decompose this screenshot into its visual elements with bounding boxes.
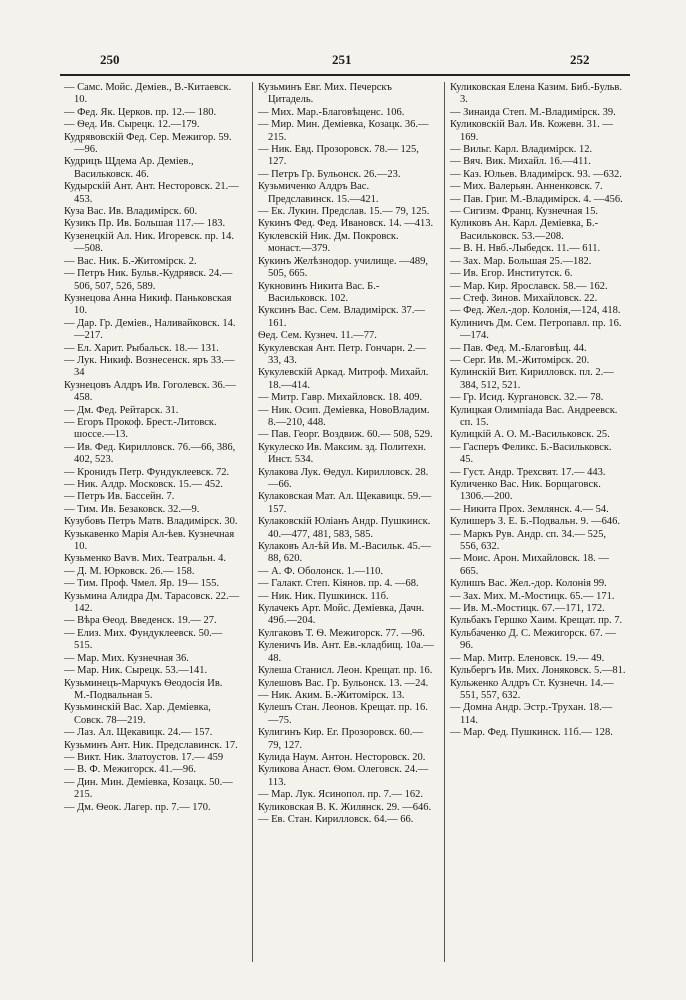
directory-entry: — Мир. Мин. Деміевка, Козацк. 36.—215. xyxy=(258,119,429,143)
directory-entry: — Гасперъ Феликс. Б.-Васильковск. 45. xyxy=(450,441,612,466)
directory-entry: — Ек. Лукин. Предслав. 15.— 79, 125. xyxy=(258,206,430,218)
directory-entry: Куликовская Елена Казим. Биб.-Бульв. 3. xyxy=(450,82,622,106)
directory-entry: — Ник. Евд. Прозоровск. 78.— 125, 127. xyxy=(258,144,419,168)
directory-entry: — Дар. Гр. Деміев., Наливайковск. 14.—217. xyxy=(64,317,236,342)
directory-entry: — Ив. Егор. Институтск. 6. xyxy=(450,268,573,280)
directory-entry: Кульженко Алдръ Ст. Кузнечн. 14.—551, 557, 632. xyxy=(450,677,614,701)
directory-entry: — Петръ Ник. Бульв.-Кудрявск. 24.—506, 507, 526, 589. xyxy=(64,268,233,292)
directory-entry: Кузьмина Алидра Дм. Тарасовск. 22.—142. xyxy=(64,590,240,615)
directory-entry: — Мар. Митр. Еленовск. 19.— 49. xyxy=(450,652,605,664)
directory-entry: Кузькавенко Марія Ал-ѣев. Кузнечная 10. xyxy=(64,528,235,553)
directory-entry: — Зинаида Степ. М.-Владимірск. 39. xyxy=(450,106,616,118)
directory-entry: Кулишъ Вас. Жел.-дор. Колонія 99. xyxy=(450,578,607,590)
directory-entry: — Ник. Осип. Деміевка, НовоВладим. 8.—210, 448. xyxy=(258,404,430,428)
directory-entry: Кулакова Лук. Ѳедул. Кирилловск. 28.—66. xyxy=(258,466,429,490)
directory-entry: — В. Н. Нвб.-Лыбедск. 11.— 611. xyxy=(450,243,601,255)
directory-entry: Кукинъ Желѣзнодор. училище. —489, 505, 665. xyxy=(258,255,429,280)
directory-entry: — Зах. Мих. М.-Мостицк. 65.— 171. xyxy=(450,590,615,602)
directory-entry: Кузьминецъ-Марчукъ Ѳеодосія Ив. М.-Подвальная 5. xyxy=(64,677,223,701)
directory-entry: — Петръ Ив. Бассейн. 7. xyxy=(64,491,175,503)
directory-entry: Куликовъ Ан. Карл. Деміевка, Б.-Васильковск. 53.—208. xyxy=(450,218,599,242)
directory-entry: — Кронидъ Петр. Фундуклеевск. 72. xyxy=(64,466,230,478)
directory-entry: Кулиничъ Дм. Сем. Петропавл. пр. 16.—174. xyxy=(450,317,622,342)
directory-entry: — Пав. Фед. М.-Благовѣщ. 44. xyxy=(450,342,587,354)
directory-entry: — Петръ Гр. Бульонск. 26.—23. xyxy=(258,168,401,180)
directory-entry: — Дин. Мин. Деміевка, Козацк. 50.—215. xyxy=(64,776,233,801)
directory-entry: — Зах. Мар. Большая 25.—182. xyxy=(450,255,592,267)
directory-entry: — Тим. Ив. Безаковск. 32.—9. xyxy=(64,503,200,515)
directory-entry: Кулешъ Стан. Леонов. Крещат. пр. 16.—75. xyxy=(258,702,428,726)
directory-entry: Кульбакъ Гершко Хаим. Крещат. пр. 7. xyxy=(450,615,623,627)
directory-entry: — Дм. Ѳеок. Лагер. пр. 7.— 170. xyxy=(64,801,211,813)
directory-entry: — Мих. Валерьян. Анненковск. 7. xyxy=(450,181,603,193)
directory-entry: — Мар. Мих. Кузнечная 36. xyxy=(64,652,189,664)
directory-entry: Кулгаковъ Т. Ѳ. Межигорск. 77. —96. xyxy=(258,627,425,639)
directory-entry: — Вѣра Ѳеод. Введенск. 19.— 27. xyxy=(64,615,217,627)
directory-entry: — Никита Прох. Землянск. 4.— 54. xyxy=(450,503,609,515)
directory-entry: — А. Ф. Оболонск. 1.—110. xyxy=(258,565,384,577)
directory-entry: — Галакт. Степ. Кіянов. пр. 4. —68. xyxy=(258,578,419,590)
directory-entry: — Пав. Георг. Воздвиж. 60.— 508, 529. xyxy=(258,429,433,441)
directory-entry: — Пав. Григ. М.-Владимірск. 4. —456. xyxy=(450,193,623,205)
directory-entry: — Викт. Ник. Златоустов. 17.— 459 xyxy=(64,751,224,763)
directory-entry: — Мар. Кир. Ярославск. 58.— 162. xyxy=(450,280,608,292)
directory-entry: Кузнецовъ Алдръ Ив. Гоголевск. 36.—458. xyxy=(64,379,236,404)
directory-entry: — Ник. Аким. Б.-Житомірск. 13. xyxy=(258,689,405,701)
directory-entry: — Вяч. Вик. Михайл. 16.—411. xyxy=(450,156,591,168)
directory-entry: — Егоръ Прокоф. Брест.-Литовск. шоссе.—13. xyxy=(64,416,217,441)
directory-entry: Кулачекъ Арт. Мойс. Деміевка, Дачн. 49б.—204. xyxy=(258,603,425,627)
column-divider-1 xyxy=(252,82,253,962)
directory-entry: Ѳед. Сем. Кузнеч. 11.—77. xyxy=(258,330,377,342)
directory-entry: Куксинъ Вас. Сем. Владимірск. 37.—161. xyxy=(258,305,425,329)
directory-entry: Кулигинъ Кир. Ег. Прозоровск. 60.—79, 127. xyxy=(258,727,423,751)
directory-entry: Кукулеско Ив. Максим. зд. Политехн. Инст. 534. xyxy=(258,441,426,466)
directory-entry: Кулаковская Мат. Ал. Щекавицк. 59.—157. xyxy=(258,491,432,515)
directory-entry: — Елиз. Мих. Фундуклеевск. 50.—515. xyxy=(64,627,223,652)
directory-entry: — Тим. Проф. Чмел. Яр. 19— 155. xyxy=(64,578,220,590)
directory-entry: — Фед. Як. Церков. пр. 12.— 180. xyxy=(64,106,217,118)
directory-entry: Кулаковскій Юліанъ Андр. Пушкинск. 40.—477, 481, 583, 585. xyxy=(258,516,431,540)
column-left xyxy=(64,82,240,814)
left-page-number: 250 xyxy=(100,52,120,67)
directory-entry: Кулешовъ Вас. Гр. Бульонск. 13. —24. xyxy=(258,677,429,689)
directory-entry: Кульбергъ Ив. Мих. Лоняковск. 5.—81. xyxy=(450,665,626,677)
directory-entry: Кузенецкій Ал. Ник. Игоревск. пр. 14.—508. xyxy=(64,230,234,255)
column-middle xyxy=(258,82,434,826)
directory-entry: — Ник. Ник. Пушкинск. 11б. xyxy=(258,590,389,602)
right-page-number: 252 xyxy=(570,52,590,67)
directory-entry: Кулицкій А. О. М.-Васильковск. 25. xyxy=(450,429,610,441)
directory-entry: Кулаковъ Ал-ѣй Ив. М.-Васильк. 45.—88, 620. xyxy=(258,541,431,565)
directory-entry: — Ел. Харит. Рыбальск. 18.— 131. xyxy=(64,342,219,354)
directory-entry: Куликова Анаст. Ѳом. Олеговск. 24.—113. xyxy=(258,764,429,788)
directory-entry: Кузьменко Ваѵв. Мих. Театральн. 4. xyxy=(64,553,226,565)
directory-entry: Кулеша Станисл. Леон. Крещат. пр. 16. xyxy=(258,665,433,677)
directory-entry: Куленичъ Ив. Ант. Ев.-кладбищ. 10а.—48. xyxy=(258,640,434,664)
directory-entry: — Серг. Ив. М.-Житомірск. 20. xyxy=(450,354,590,366)
directory-entry: — Лаз. Ал. Щекавицк. 24.— 157. xyxy=(64,727,213,739)
directory-entry: — Ив. М.-Мостицк. 67.—171, 172. xyxy=(450,603,605,615)
directory-entry: — Ев. Стан. Кирилловск. 64.— 66. xyxy=(258,813,414,825)
directory-entry: — Ѳед. Ив. Сырецк. 12.—179. xyxy=(64,119,200,131)
directory-entry: Кудрявовскій Фед. Сер. Межигор. 59.—96. xyxy=(64,131,232,156)
directory-entry: Куличенко Вас. Ник. Борщаговск. 1306.—200. xyxy=(450,479,601,503)
directory-entry: — Вильг. Карл. Владимірск. 12. xyxy=(450,144,593,156)
directory-entry: — Мих. Мар.-Благовѣщенс. 106. xyxy=(258,106,405,118)
directory-entry: Кукулевскій Аркад. Митроф. Михайл. 18.—414. xyxy=(258,367,429,391)
directory-entry: Кулишеръ З. Е. Б.-Подвальн. 9. —646. xyxy=(450,516,620,528)
directory-entry: Кулинскій Вит. Кирилловск. пл. 2.—384, 512, 521. xyxy=(450,367,614,391)
directory-entry: — Вас. Ник. Б.-Житомірск. 2. xyxy=(64,255,197,267)
directory-entry: Кулицкая Олимпіада Вас. Андреевск. сп. 15. xyxy=(450,404,618,428)
directory-entry: Кульбаченко Д. С. Межигорск. 67. —96. xyxy=(450,627,616,652)
directory-entry: Куликовская В. К. Жилянск. 29. —646. xyxy=(258,801,432,813)
directory-entry: — Гр. Исид. Кургановск. 32.— 78. xyxy=(450,392,604,404)
directory-entry: — Лук. Никиф. Вознесенск. яръ 33.—34 xyxy=(64,354,235,379)
header-rule xyxy=(60,74,630,76)
directory-entry: Кузьмиченко Алдръ Вас. Предславинск. 15.—421. xyxy=(258,181,379,205)
directory-entry: — Фед. Жел.-дор. Колонія,—124, 418. xyxy=(450,305,621,317)
directory-entry: — В. Ф. Межигорск. 41.—96. xyxy=(64,764,196,776)
directory-entry: Кудрицъ Щдема Ар. Деміев., Васильковск. 46. xyxy=(64,156,194,180)
directory-entry: Кукновинъ Никита Вас. Б.-Васильковск. 102. xyxy=(258,280,380,304)
directory-entry: — Ив. Фед. Кирилловск. 76.—66, 386, 402, 523. xyxy=(64,441,236,466)
directory-entry: — Митр. Гавр. Михайловск. 18. 409. xyxy=(258,392,423,404)
directory-entry: — Густ. Андр. Трехсвят. 17.— 443. xyxy=(450,466,606,478)
column-right xyxy=(450,82,626,740)
directory-entry: Кузьминъ Евг. Мих. Печерскъ Цитадель. xyxy=(258,82,392,106)
directory-entry: Кузубовъ Петръ Матв. Владимірск. 30. xyxy=(64,516,238,528)
directory-entry: — Ник. Алдр. Московск. 15.— 452. xyxy=(64,479,223,490)
directory-entry: Куликовскій Вал. Ив. Кожевн. 31. —169. xyxy=(450,119,613,143)
directory-entry: Кузьминскій Вас. Хар. Деміевка, Совск. 78—219. xyxy=(64,702,211,726)
directory-entry: — Самс. Мойс. Деміев., В.-Китаевск. 10. xyxy=(64,82,232,106)
directory-entry: — Мар. Ник. Сырецк. 53.—141. xyxy=(64,665,208,677)
directory-entry: Кузикъ Пр. Ив. Большая 117.— 183. xyxy=(64,218,226,230)
directory-entry: Кузьминъ Ант. Ник. Предславинск. 17. xyxy=(64,739,238,751)
directory-entry: — Сигизм. Франц. Кузнечная 15. xyxy=(450,206,599,218)
directory-entry: Куклевскій Ник. Дм. Покровск. монаст.—379. xyxy=(258,230,399,255)
directory-entry: — Мар. Лук. Ясинопол. пр. 7.— 162. xyxy=(258,789,423,801)
directory-entry: — Моис. Арон. Михайловск. 18. —665. xyxy=(450,553,609,577)
directory-entry: — Каз. Юльев. Владимірск. 93. —632. xyxy=(450,168,622,180)
directory-entry: Кулида Наум. Антон. Несторовск. 20. xyxy=(258,751,426,763)
directory-entry: — Мар. Фед. Пушкинск. 11б.— 128. xyxy=(450,727,613,739)
directory-entry: Куза Вас. Ив. Владимірск. 60. xyxy=(64,206,198,218)
directory-entry: Кудырскій Ант. Ант. Несторовск. 21.—453. xyxy=(64,181,239,205)
directory-entry: — Маркъ Рув. Андр. сп. 34.— 525, 556, 632. xyxy=(450,528,607,553)
center-page-number: 251 xyxy=(332,52,352,67)
directory-entry: Кузнецова Анна Никиф. Паньковская 10. xyxy=(64,292,232,317)
directory-entry: — Стеф. Зинов. Михайловск. 22. xyxy=(450,292,598,304)
directory-entry: — Д. М. Юрковск. 26.— 158. xyxy=(64,565,195,577)
directory-entry: Кукулевская Ант. Петр. Гончарн. 2.—33, 43. xyxy=(258,342,426,366)
directory-entry: — Дм. Фед. Рейтарск. 31. xyxy=(64,404,179,416)
column-divider-2 xyxy=(444,82,445,962)
directory-entry: Кукинъ Фед. Фед. Ивановск. 14. —413. xyxy=(258,218,434,230)
directory-entry: — Домна Андр. Эстр.-Трухан. 18.—114. xyxy=(450,702,613,726)
